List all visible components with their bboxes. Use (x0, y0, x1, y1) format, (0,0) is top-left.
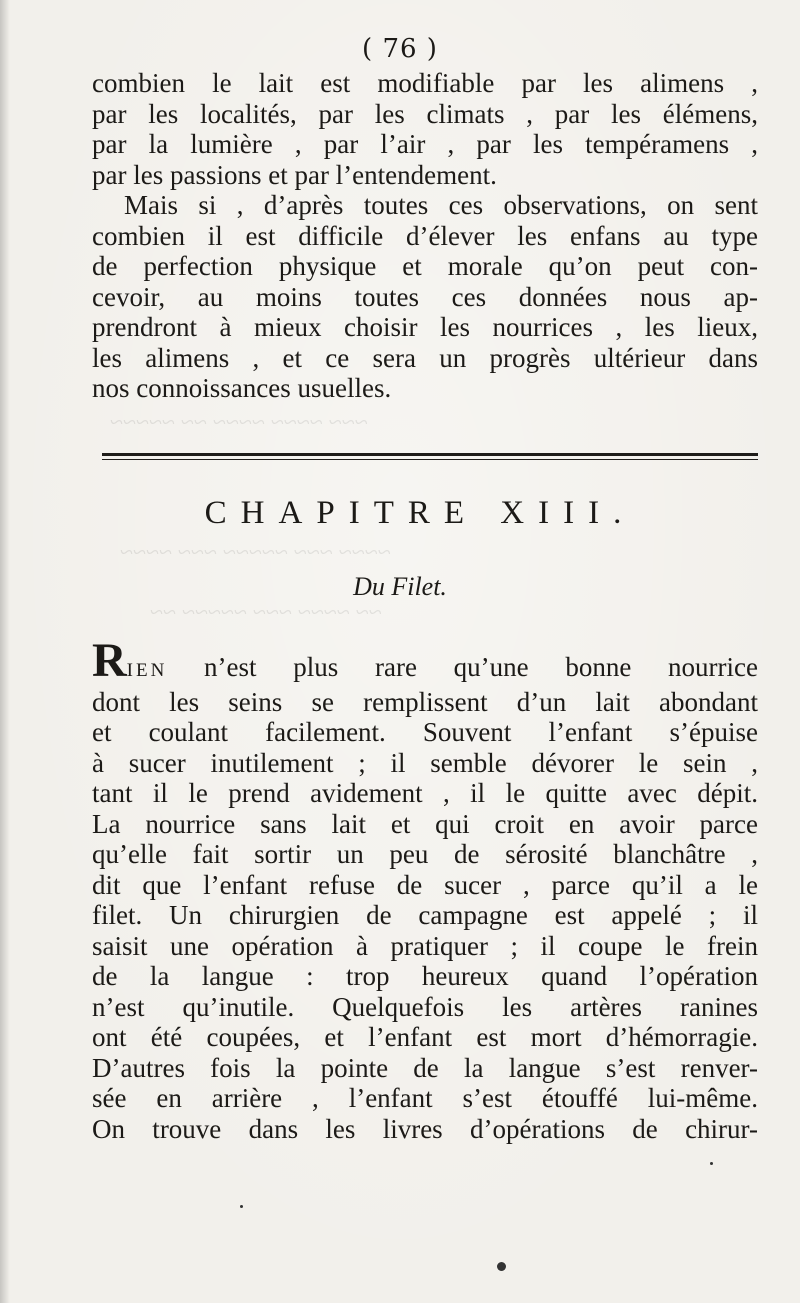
show-through-decoration: ~~~ ~~~~ ~~~~ ~~ ~~~~~ (110, 410, 368, 436)
text-line: combien le lait est modifiable par les alimens , (92, 68, 758, 98)
body-paragraph (92, 634, 758, 1144)
page-number: ( 76 ) (362, 34, 438, 64)
text-line: D’autres fois la pointe de la langue s’est renver- (92, 1052, 758, 1083)
text-line: combien il est difficile d’élever les enfans au type (92, 220, 758, 251)
text-line: saisit une opération à pratiquer ; il coupe le frein (92, 930, 758, 961)
text-line: sée en arrière , l’enfant s’est étouffé lui-même. (92, 1083, 758, 1113)
text-line: qu’elle fait sortir un peu de sérosité blanchâtre , (92, 839, 758, 869)
first-line-rest: n’est plus rare qu’une bonne nourrice (167, 652, 758, 682)
text-line: Mais si , d’après toutes ces observations, on sent (124, 190, 758, 220)
ink-speck (240, 1205, 243, 1208)
text-line: tant il le prend avidement , il le quitte avec dépit. (92, 778, 758, 808)
text-line: les alimens , et ce sera un progrès ultérieur dans (92, 342, 758, 373)
text-line: dit que l’enfant refuse de sucer , parce qu’il a le (92, 869, 758, 900)
text-line: par la lumière , par l’air , par les tempéramens , (92, 129, 758, 159)
top-paragraph (92, 68, 758, 404)
show-through-decoration: ~~ ~~~~ ~~~ ~~~~~ ~~ (150, 600, 382, 626)
ink-speck (710, 1162, 713, 1165)
page-gutter-shadow (0, 0, 10, 1303)
chapter-title: CHAPITRE XIII. (204, 495, 636, 531)
text-line: par les localités, par les climats , par les élémens, (92, 98, 758, 129)
drop-cap: R (92, 634, 127, 687)
text-line: dont les seins se remplissent d’un lait abondant (92, 686, 758, 717)
text-line: à sucer inutilement ; il semble dévorer le sein , (92, 747, 758, 778)
text-line: On trouve dans les livres d’opérations de chirur- (92, 1113, 758, 1144)
text-line: filet. Un chirurgien de campagne est appelé ; il (92, 900, 758, 930)
text-line: de la langue : trop heureux quand l’opération (92, 961, 758, 991)
divider-thin-line (102, 459, 758, 460)
text-line: et coulant facilement. Souvent l’enfant s’épuise (92, 717, 758, 747)
show-through-decoration: ~~~~ ~~~ ~~~~~ ~~~ ~~~~ (120, 540, 391, 566)
text-line: ont été coupées, et l’enfant est mort d’hémorragie. (92, 1022, 758, 1052)
text-line: prendront à mieux choisir les nourrices , les lieux, (92, 312, 758, 342)
text-line: La nourrice sans lait et qui croit en avoir parce (92, 808, 758, 839)
text-line: nos connoissances usuelles. (92, 373, 392, 403)
text-line: cevoir, au moins toutes ces données nous ap- (92, 281, 758, 312)
text-line: n’est qu’inutile. Quelquefois les artères ranines (92, 991, 758, 1022)
section-title: Du Filet. (353, 572, 447, 601)
small-caps-word: IEN (126, 660, 168, 681)
text-line: de perfection physique et morale qu’on peut con- (92, 251, 758, 281)
chapter-divider-rule (102, 453, 758, 463)
divider-thick-line (102, 453, 758, 456)
ink-speck (497, 1262, 506, 1271)
first-line (92, 634, 758, 687)
text-line: par les passions et par l’entendement. (92, 159, 497, 190)
